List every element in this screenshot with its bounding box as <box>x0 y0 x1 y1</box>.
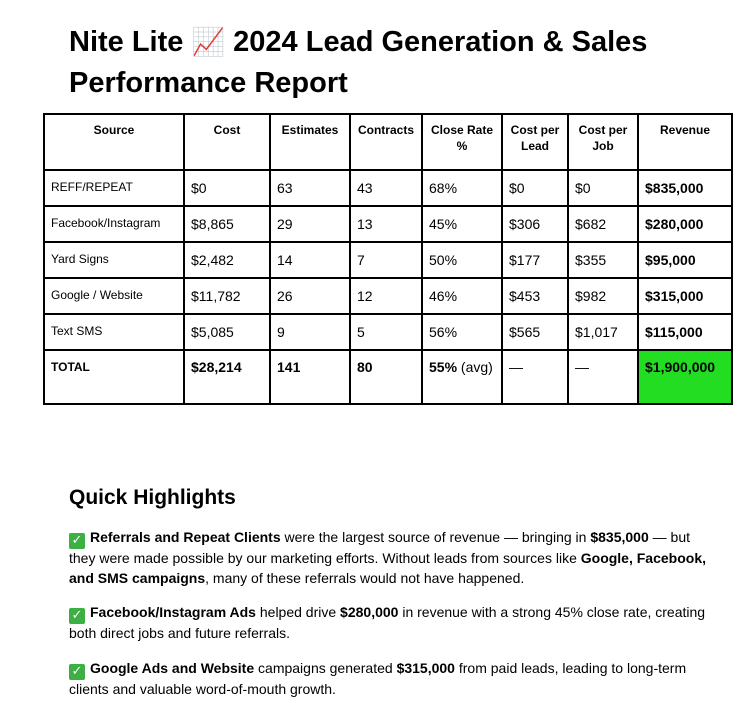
highlight-text: , many of these referrals would not have happened. <box>205 569 525 586</box>
check-mark-icon: ✓ <box>69 664 85 680</box>
cell-cost: $8,865 <box>184 206 270 242</box>
cell-contracts: 13 <box>350 206 422 242</box>
cell-revenue: $315,000 <box>638 278 732 314</box>
highlight-text: — but they were made possible by our marketing efforts. Without leads from sources like <box>69 529 691 566</box>
header-estimates: Estimates <box>270 114 350 170</box>
cell-revenue: $95,000 <box>638 242 732 278</box>
cell-cost: $5,085 <box>184 314 270 350</box>
cell-contracts: 5 <box>350 314 422 350</box>
highlight-bold: Google, Facebook, and SMS campaigns <box>69 550 706 586</box>
cell-cost-per-job: $682 <box>568 206 638 242</box>
cell-estimates: 9 <box>270 314 350 350</box>
cell-contracts: 12 <box>350 278 422 314</box>
total-close-rate-value: 55% <box>429 359 458 375</box>
highlight-bold: $835,000 <box>590 529 649 545</box>
highlight-text: were the largest source of revenue — bringing in <box>280 529 591 545</box>
cell-cost-per-lead: $565 <box>502 314 568 350</box>
highlight-text: from paid leads, leading to long-term clients and valuable word-of-mouth growth. <box>69 659 687 697</box>
table-row <box>44 278 732 314</box>
table-total-row <box>44 350 732 404</box>
header-contracts: Contracts <box>350 114 422 170</box>
header-cost: Cost <box>184 114 270 170</box>
cell-close-rate: 56% <box>422 314 502 350</box>
total-label: TOTAL <box>44 350 184 404</box>
cell-cost-per-job: $355 <box>568 242 638 278</box>
cell-cost-per-lead: $0 <box>502 170 568 206</box>
total-close-rate-note: (avg) <box>460 359 493 375</box>
cell-cost-per-lead: $453 <box>502 278 568 314</box>
total-close-rate <box>422 350 502 404</box>
cell-cost: $0 <box>184 170 270 206</box>
highlight-bold: $315,000 <box>396 659 455 676</box>
header-cost-per-lead: Cost per Lead <box>502 114 568 170</box>
highlight-bold: Facebook/Instagram Ads <box>90 604 256 620</box>
highlight-text: in revenue with a strong 45% close rate, creating both direct jobs and future referrals. <box>69 604 706 641</box>
cell-close-rate: 45% <box>422 206 502 242</box>
table-row <box>44 314 732 350</box>
highlight-bold: Referrals and Repeat Clients <box>90 529 281 545</box>
highlights-heading: Quick Highlights <box>69 486 236 509</box>
total-estimates: 141 <box>270 350 350 404</box>
header-cost-per-job: Cost per Job <box>568 114 638 170</box>
cell-source: Google / Website <box>44 278 184 314</box>
total-revenue: $1,900,000 <box>638 350 732 404</box>
highlight-text: campaigns generated <box>254 659 397 676</box>
highlight-item <box>69 659 709 700</box>
cell-contracts: 7 <box>350 242 422 278</box>
cell-cost-per-lead: $306 <box>502 206 568 242</box>
cell-estimates: 29 <box>270 206 350 242</box>
cell-cost-per-job: $0 <box>568 170 638 206</box>
performance-table <box>43 113 733 405</box>
cell-cost-per-job: $1,017 <box>568 314 638 350</box>
cell-cost: $2,482 <box>184 242 270 278</box>
total-cost-per-job: — <box>568 350 638 404</box>
cell-source: Text SMS <box>44 314 184 350</box>
cell-estimates: 63 <box>270 170 350 206</box>
cell-revenue: $115,000 <box>638 314 732 350</box>
cell-close-rate: 68% <box>422 170 502 206</box>
header-source: Source <box>44 114 184 170</box>
cell-source: Yard Signs <box>44 242 184 278</box>
highlights-section <box>69 486 709 714</box>
page-title <box>69 22 729 104</box>
total-cost: $28,214 <box>184 350 270 404</box>
header-revenue: Revenue <box>638 114 732 170</box>
cell-cost-per-job: $982 <box>568 278 638 314</box>
cell-estimates: 26 <box>270 278 350 314</box>
check-mark-icon: ✓ <box>69 608 85 624</box>
chart-increasing-icon: 📈 <box>191 27 226 58</box>
highlight-item <box>69 528 709 588</box>
table-header-row <box>44 114 732 170</box>
highlight-bold: $280,000 <box>340 604 399 620</box>
cell-close-rate: 50% <box>422 242 502 278</box>
title-text-line1: 2024 Lead Generation & Sales <box>233 26 648 58</box>
cell-cost-per-lead: $177 <box>502 242 568 278</box>
cell-source: Facebook/Instagram <box>44 206 184 242</box>
cell-close-rate: 46% <box>422 278 502 314</box>
header-close-rate: Close Rate % <box>422 114 502 170</box>
cell-revenue: $280,000 <box>638 206 732 242</box>
highlight-text: helped drive <box>255 604 341 620</box>
cell-source: REFF/REPEAT <box>44 170 184 206</box>
cell-revenue: $835,000 <box>638 170 732 206</box>
table-row <box>44 206 732 242</box>
cell-cost: $11,782 <box>184 278 270 314</box>
table-row <box>44 170 732 206</box>
check-mark-icon: ✓ <box>69 533 85 549</box>
highlight-bold: Google Ads and Website <box>90 659 255 676</box>
total-contracts: 80 <box>350 350 422 404</box>
table-row <box>44 242 732 278</box>
title-text-line2: Performance Report <box>69 67 348 99</box>
total-cost-per-lead: — <box>502 350 568 404</box>
cell-estimates: 14 <box>270 242 350 278</box>
cell-contracts: 43 <box>350 170 422 206</box>
company-name: Nite Lite <box>69 26 184 58</box>
highlight-item <box>69 603 709 644</box>
